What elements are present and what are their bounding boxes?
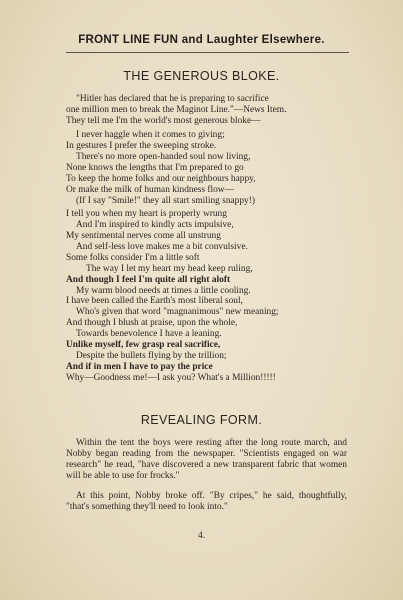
- poem-line: To keep the home folks and our neighbours happy,: [66, 174, 256, 184]
- poem-stanza-2: [66, 209, 347, 297]
- poem-line: Some folks consider I'm a little soft: [66, 253, 200, 263]
- poem-line: I have been called the Earth's most liberal soul,: [66, 296, 243, 306]
- poem-line: The way I let my heart my head keep ruling,: [86, 264, 253, 274]
- running-header: FRONT LINE FUN and Laughter Elsewhere.: [78, 34, 325, 46]
- poem-line: Who's given that word "magnanimous" new meaning;: [76, 307, 279, 317]
- poem-line: Unlike myself, few grasp real sacrifice,: [66, 340, 221, 350]
- story-title: REVEALING FORM.: [140, 413, 263, 427]
- epigraph-line: one million men to break the Maginot Line."—News Item.: [66, 105, 287, 115]
- header-rule: [66, 52, 349, 53]
- poem-line: And though I feel I'm quite all right aloft: [66, 275, 231, 285]
- poem-line: And though I blush at praise, upon the whole,: [66, 318, 238, 328]
- poem-line: Towards benevolence I have a leaning.: [76, 329, 222, 339]
- poem-line: I never haggle when it comes to giving;: [76, 130, 225, 140]
- poem-line: Despite the bullets flying by the trillion;: [76, 351, 227, 361]
- poem-stanza-3: [66, 296, 347, 384]
- poem-stanza-1: [66, 130, 347, 207]
- epigraph-line: "Hitler has declared that he is preparing to sacrifice: [76, 94, 269, 104]
- poem-line: (If I say "Smile!" they all start smiling snappy!): [76, 196, 255, 206]
- poem-title: THE GENEROUS BLOKE.: [123, 69, 280, 83]
- poem-line: In gestures I prefer the sweeping stroke.: [66, 141, 217, 151]
- story-paragraph: Within the tent the boys were resting after the long route march, and Nobby began reading from the newspaper. "Scientists engaged on war research" he read, "have discovered a new transparent fabric that women will be able to use for frocks.": [66, 438, 347, 481]
- page-number: 4.: [197, 531, 206, 541]
- poem-line: I tell you when my heart is properly wrung: [66, 209, 227, 219]
- poem-line: None knows the lengths that I'm prepared to go: [66, 163, 244, 173]
- poem-line: And I'm inspired to kindly acts impulsive,: [76, 220, 234, 230]
- poem-line: My sentimental nerves come all unstrung: [66, 231, 221, 241]
- story-paragraph: At this point, Nobby broke off. "By cripes," he said, thoughtfully, "that's something they'll need to look into.": [66, 491, 347, 512]
- poem-line: And self-less love makes me a bit convulsive.: [76, 242, 248, 252]
- poem-line: Why—Goodness me!—I ask you? What's a Million!!!!!: [66, 373, 276, 383]
- poem-line: There's no more open-handed soul now living,: [76, 152, 251, 162]
- epigraph-line: They tell me I'm the world's most generous bloke—: [66, 116, 261, 126]
- poem-line: Or make the milk of human kindness flow—: [66, 185, 234, 195]
- poem-line: And if in men I have to pay the price: [66, 362, 213, 372]
- poem-line: My warm blood needs at times a little cooling.: [76, 286, 251, 296]
- poem-epigraph: [66, 94, 347, 127]
